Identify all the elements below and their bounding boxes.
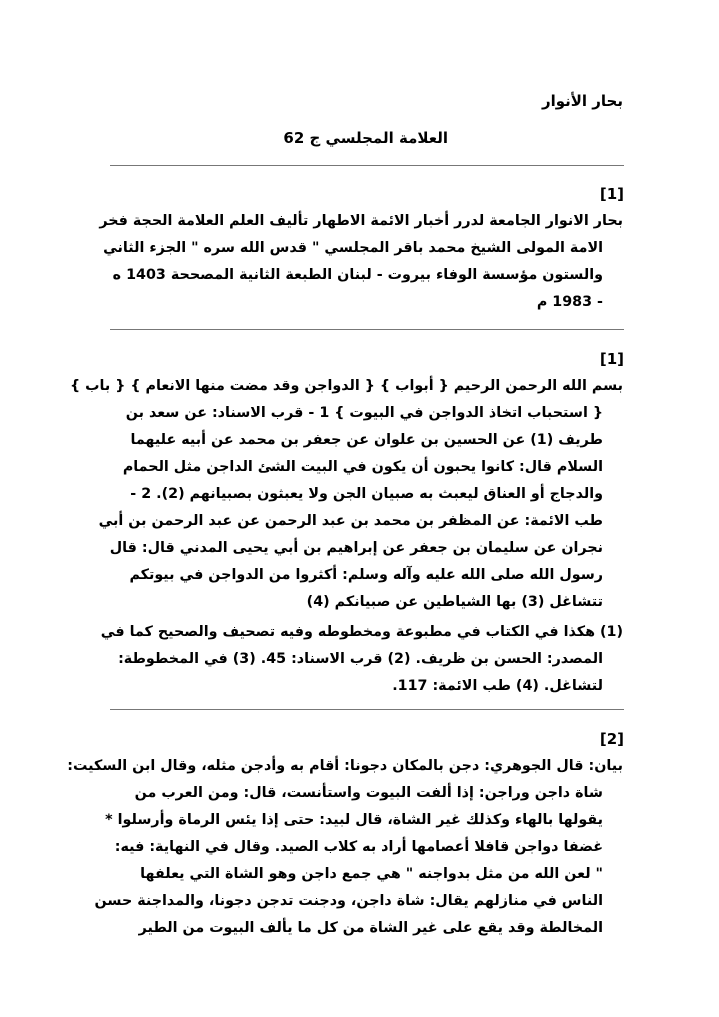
text-line: طريف (1) عن الحسين بن علوان عن جعفر بن محمد عن أبيه عليهما xyxy=(130,432,603,448)
text-line: طب الائمة: عن المظفر بن محمد بن عبد الرحمن عن عبد الرحمن بن أبي xyxy=(98,513,603,529)
text-line: الامة المولى الشيخ محمد باقر المجلسي " قدس الله سره " الجزء الثاني xyxy=(103,240,603,256)
text-line: السلام قال: كانوا يحبون أن يكون في البيت الشئ الداجن مثل الحمام xyxy=(122,459,603,475)
text-line: شاة داجن وراجن: إذا ألفت البيوت واستأنست، قال: ومن العرب من xyxy=(134,785,603,801)
text-line: " لعن الله من مثل بدواجنه " هي جمع داجن وهو الشاة التي يعلفها xyxy=(140,866,603,882)
section-marker: [1] xyxy=(599,350,624,368)
footnote-line: لتشاغل. (4) طب الائمة: 117. xyxy=(392,678,603,694)
text-line: بحار الانوار الجامعة لدرر أخبار الائمة الاطهار تأليف العلم العلامة الحجة فخر xyxy=(99,213,623,229)
section-marker: [1] xyxy=(599,185,624,203)
text-line: يقولها بالهاء وكذلك غير الشاة، قال لبيد: حتى إذا يئس الرماة وأرسلوا * xyxy=(105,812,603,828)
book-title: بحار الأنوار xyxy=(541,92,623,110)
footnote-line: المصدر: الحسن بن ظريف. (2) قرب الاسناد: 45. (3) في المخطوطة: xyxy=(118,651,603,667)
text-line: والستون مؤسسة الوفاء بيروت - لبنان الطبعة الثانية المصححة 1403 ه xyxy=(112,267,603,283)
text-line: رسول الله صلى الله عليه وآله وسلم: أكثروا من الدواجن في بيوتكم xyxy=(129,567,603,583)
text-line: والدجاج أو العناق ليعبث به صبيان الجن ولا يعبثون بصبيانهم (2). 2 - xyxy=(130,486,603,502)
text-line: الناس في منازلهم يقال: شاة داجن، ودجنت تدجن دجونا، والمداجنة حسن xyxy=(94,893,603,909)
text-line: نجران عن سليمان بن جعفر عن إبراهيم بن أبي يحيى المدني قال: قال xyxy=(109,540,603,556)
text-line: بسم الله الرحمن الرحيم { أبواب } { الدواجن وقد مضت منها الانعام } { باب } xyxy=(69,378,623,394)
divider xyxy=(110,329,624,330)
text-line: { استحباب اتخاذ الدواجن في البيوت } 1 - قرب الاسناد: عن سعد بن xyxy=(125,405,603,421)
text-line: تتشاغل (3) بها الشياطين عن صبيانكم (4) xyxy=(306,594,603,610)
divider xyxy=(110,165,624,166)
text-line: المخالطة وقد يقع على غير الشاة من كل ما يألف البيوت من الطير xyxy=(138,920,603,936)
author-volume: العلامة المجلسي ج 62 xyxy=(283,129,448,147)
section-marker: [2] xyxy=(599,730,624,748)
text-line: بيان: قال الجوهري: دجن بالمكان دجونا: أقام به وأدجن مثله، وقال ابن السكيت: xyxy=(67,758,623,774)
divider xyxy=(110,709,624,710)
footnote-line: (1) هكذا في الكتاب في مطبوعة ومخطوطه وفيه تصحيف والصحيح كما في xyxy=(100,624,623,640)
text-line: غضفا دواجن قافلا أعصامها أراد به كلاب الصيد. وقال في النهاية: فيه: xyxy=(114,839,603,855)
text-line: - 1983 م xyxy=(536,294,603,310)
